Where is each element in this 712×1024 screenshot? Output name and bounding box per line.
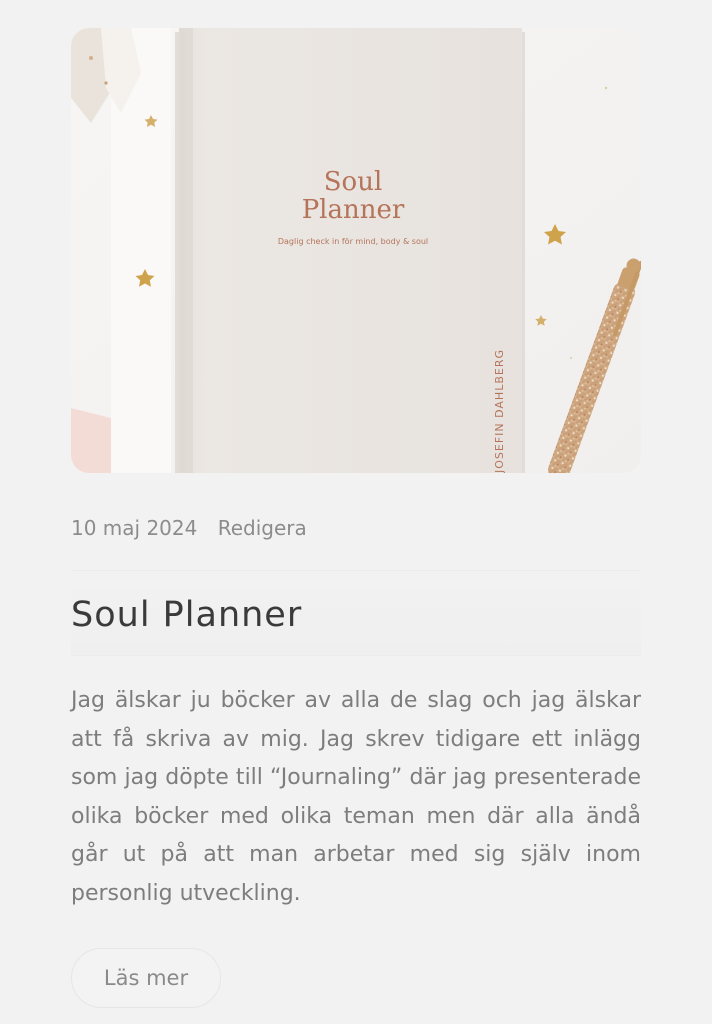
post-meta bbox=[71, 516, 307, 540]
post-excerpt: Jag älskar ju böcker av alla de slag och jag älskar att få skriva av mig. Jag skrev tidigare ett inlägg som jag döpte till “Journaling” där jag presenterade olika böcker med olika teman men där alla ändå går ut på att man arbetar med sig själv inom personlig utveckling. bbox=[71, 688, 641, 906]
post-title-container bbox=[71, 570, 641, 656]
svg-text:Daglig check in för mind, body: Daglig check in för mind, body & soul bbox=[277, 237, 429, 246]
planner-photo bbox=[71, 28, 641, 473]
post-date: 10 maj 2024 bbox=[71, 516, 198, 540]
edit-link[interactable]: Redigera bbox=[217, 516, 307, 540]
read-more-button[interactable]: Läs mer bbox=[71, 948, 221, 1008]
post-title[interactable]: Soul Planner bbox=[71, 595, 303, 635]
post-featured-image[interactable] bbox=[71, 28, 641, 473]
svg-text:JOSEFIN DAHLBERG: JOSEFIN DAHLBERG bbox=[493, 349, 506, 473]
svg-text:Planner: Planner bbox=[301, 195, 405, 225]
svg-text:Soul: Soul bbox=[323, 167, 383, 197]
